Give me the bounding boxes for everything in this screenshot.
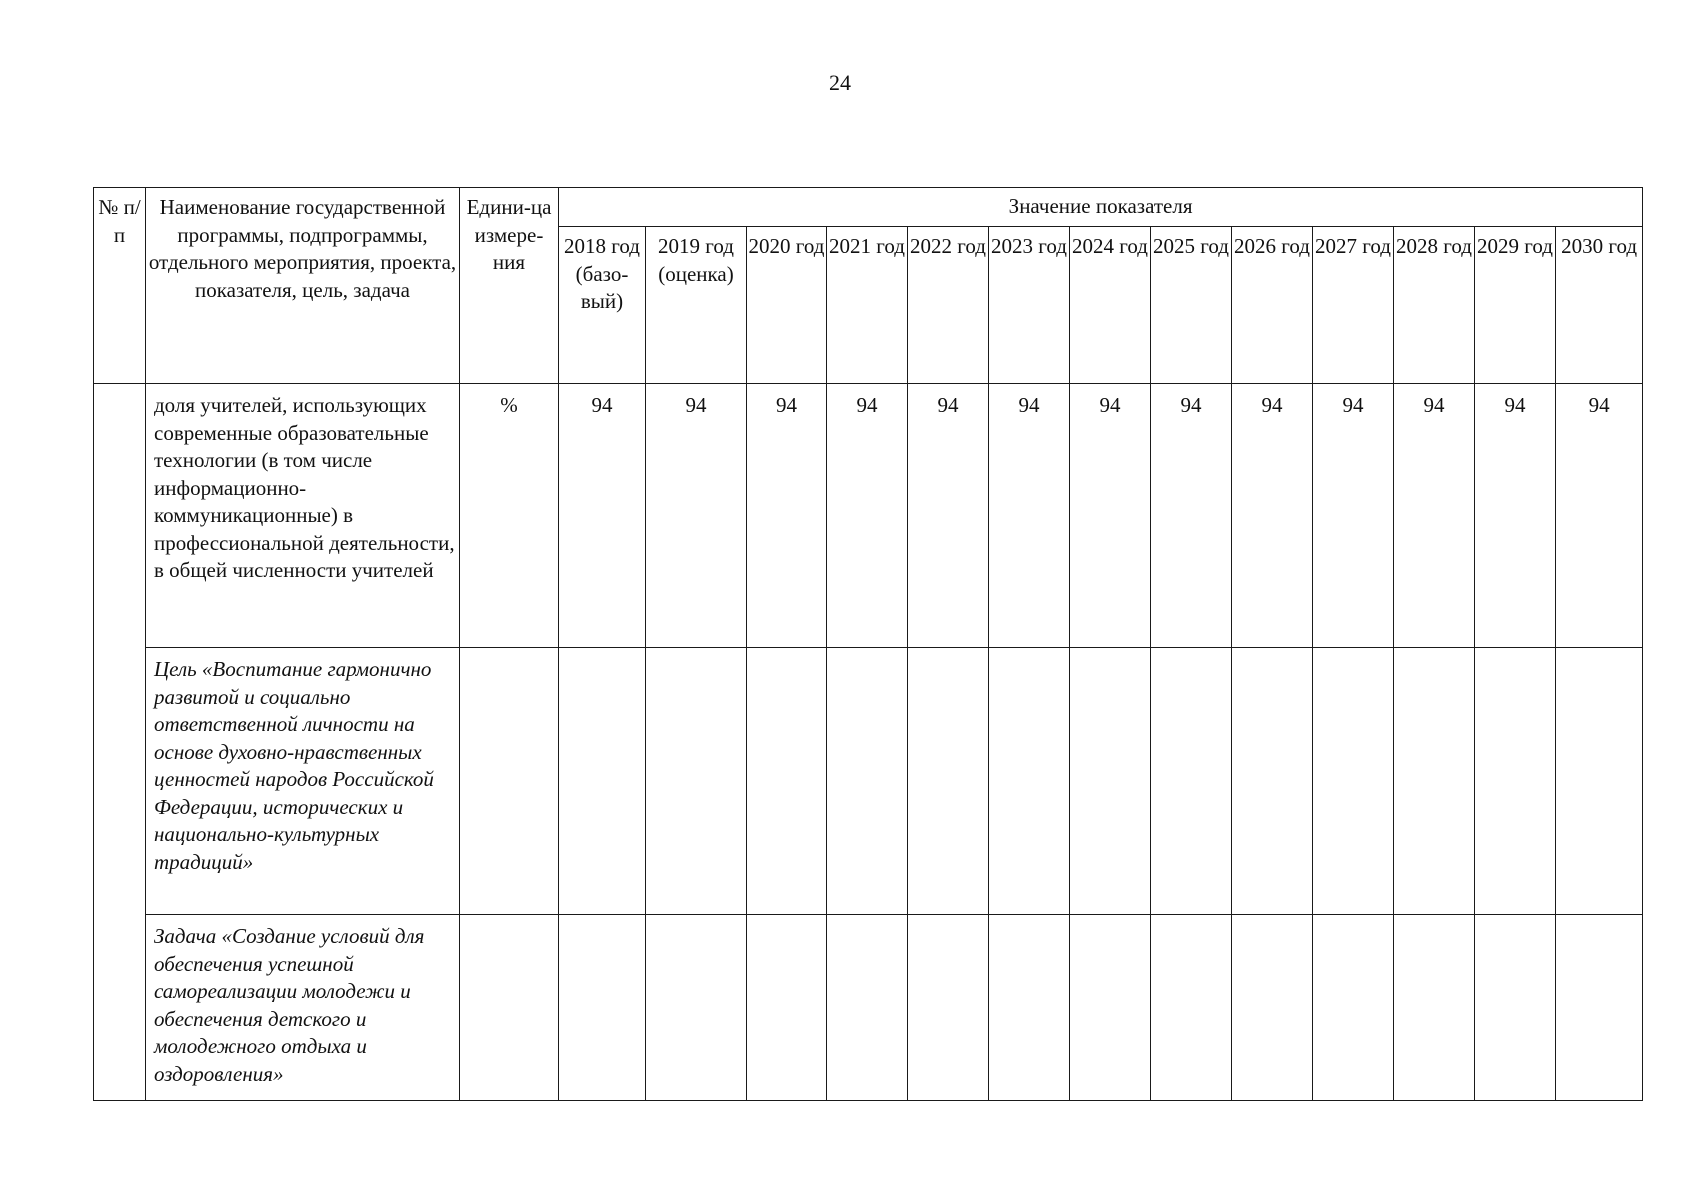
table-row (94, 384, 1643, 648)
value-cell (1394, 648, 1475, 915)
value-cell (908, 648, 989, 915)
table-row (94, 915, 1643, 1101)
header-year: 2027 год (1313, 227, 1394, 384)
value-cell (1556, 648, 1643, 915)
value-cell (1475, 648, 1556, 915)
row-unit-cell (460, 648, 559, 915)
header-year: 2023 год (989, 227, 1070, 384)
value-cell: 94 (1556, 384, 1643, 648)
header-values-group: Значение показателя (559, 188, 1643, 227)
value-cell (1070, 648, 1151, 915)
header-year: 2026 год (1232, 227, 1313, 384)
value-cell (559, 915, 646, 1101)
header-year: 2019 год (оценка) (646, 227, 747, 384)
value-cell (559, 648, 646, 915)
value-cell (989, 915, 1070, 1101)
value-cell (908, 915, 989, 1101)
value-cell: 94 (559, 384, 646, 648)
value-cell (1232, 915, 1313, 1101)
value-cell: 94 (908, 384, 989, 648)
table-row (94, 648, 1643, 915)
header-name: Наименование государственной программы, подпрограммы, отдельного мероприятия, проекта, показателя, цель, задача (146, 188, 460, 384)
row-unit-cell (460, 915, 559, 1101)
row-unit-cell: % (460, 384, 559, 648)
value-cell (1151, 915, 1232, 1101)
value-cell: 94 (747, 384, 827, 648)
header-year: 2024 год (1070, 227, 1151, 384)
indicators-table (93, 187, 1643, 1101)
value-cell (1313, 648, 1394, 915)
value-cell: 94 (1070, 384, 1151, 648)
value-cell: 94 (1475, 384, 1556, 648)
row-name-cell-task: Задача «Создание условий для обеспечения успешной самореализации молодежи и обеспечения детского и молодежного отдыха и оздоровления» (146, 915, 460, 1101)
value-cell (1232, 648, 1313, 915)
value-cell: 94 (1151, 384, 1232, 648)
value-cell (827, 648, 908, 915)
value-cell (1475, 915, 1556, 1101)
value-cell (1313, 915, 1394, 1101)
value-cell: 94 (989, 384, 1070, 648)
value-cell: 94 (827, 384, 908, 648)
value-cell (1151, 648, 1232, 915)
header-number: № п/п (94, 188, 146, 384)
value-cell: 94 (1394, 384, 1475, 648)
value-cell (1394, 915, 1475, 1101)
value-cell: 94 (1313, 384, 1394, 648)
value-cell (646, 915, 747, 1101)
page-number: 24 (829, 70, 851, 95)
header-unit: Едини-ца измере-ния (460, 188, 559, 384)
value-cell (646, 648, 747, 915)
value-cell (747, 648, 827, 915)
header-row-1 (94, 188, 1643, 227)
value-cell (747, 915, 827, 1101)
row-name-cell: доля учителей, использующих современные образовательные технологии (в том числе информационно-коммуникационные) в профессиональной деятельности, в общей численности учителей (146, 384, 460, 648)
row-number-cell (94, 384, 146, 1101)
header-year: 2022 год (908, 227, 989, 384)
value-cell: 94 (646, 384, 747, 648)
value-cell (827, 915, 908, 1101)
value-cell (1070, 915, 1151, 1101)
header-year: 2025 год (1151, 227, 1232, 384)
header-year: 2018 год (базо-вый) (559, 227, 646, 384)
header-year: 2021 год (827, 227, 908, 384)
value-cell (989, 648, 1070, 915)
header-year: 2028 год (1394, 227, 1475, 384)
header-year: 2030 год (1556, 227, 1643, 384)
value-cell: 94 (1232, 384, 1313, 648)
value-cell (1556, 915, 1643, 1101)
row-name-cell-goal: Цель «Воспитание гармонично развитой и социально ответственной личности на основе духовно-нравственных ценностей народов Российской Федерации, исторических и национально-культурных традиций» (146, 648, 460, 915)
header-year: 2029 год (1475, 227, 1556, 384)
header-year: 2020 год (747, 227, 827, 384)
